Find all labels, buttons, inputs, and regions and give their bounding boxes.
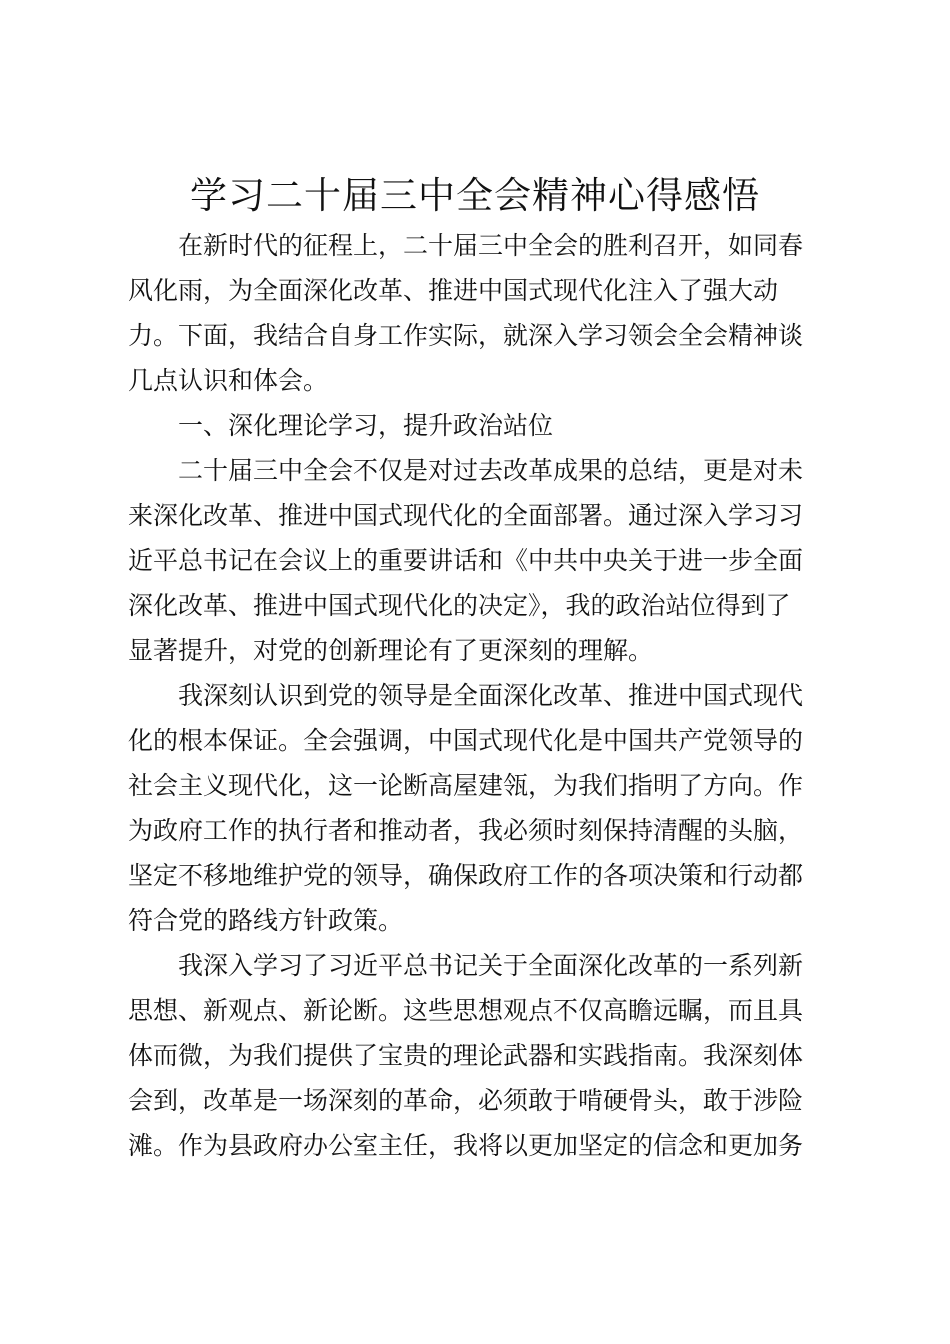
paragraph-party-leadership: 我深刻认识到党的领导是全面深化改革、推进中国式现代 化的根本保证。全会强调，中国式现代化是中国共产党领导的 社会主义现代化，这一论断高屋建瓴，为我们指明了方向。作 为政府工作的执行者和推动者，我必须时刻保持清醒的头脑， 坚定不移地维护党的领导，确保政府工作的各项决策和行动都 符合党的路线方针政策。 xyxy=(128,681,804,935)
paragraph-intro: 在新时代的征程上，二十届三中全会的胜利召开，如同春 风化雨，为全面深化改革、推进中国式现代化注入了强大动 力。下面，我结合自身工作实际，就深入学习领会全会精神谈 几点认识和体会。 xyxy=(128,231,804,395)
document-body xyxy=(128,223,832,1168)
section-heading-1: 一、深化理论学习，提升政治站位 xyxy=(178,411,554,440)
document-title: 学习二十届三中全会精神心得感悟 xyxy=(190,174,760,217)
paragraph-theory-study: 二十届三中全会不仅是对过去改革成果的总结，更是对未 来深化改革、推进中国式现代化的全面部署。通过深入学习习 近平总书记在会议上的重要讲话和《中共中央关于进一步全面 深化改革、推进中国式现代化的决定》，我的政治站位得到了 显著提升，对党的创新理论有了更深刻的理解。 xyxy=(128,456,804,665)
paragraph-reform-thought: 我深入学习了习近平总书记关于全面深化改革的一系列新 思想、新观点、新论断。这些思想观点不仅高瞻远瞩，而且具 体而微，为我们提供了宝贵的理论武器和实践指南。我深刻体 会到，改革是一场深刻的革命，必须敢于啃硬骨头，敢于涉险 滩。作为县政府办公室主任，我将以更加坚定的信念和更加务 xyxy=(128,951,804,1160)
